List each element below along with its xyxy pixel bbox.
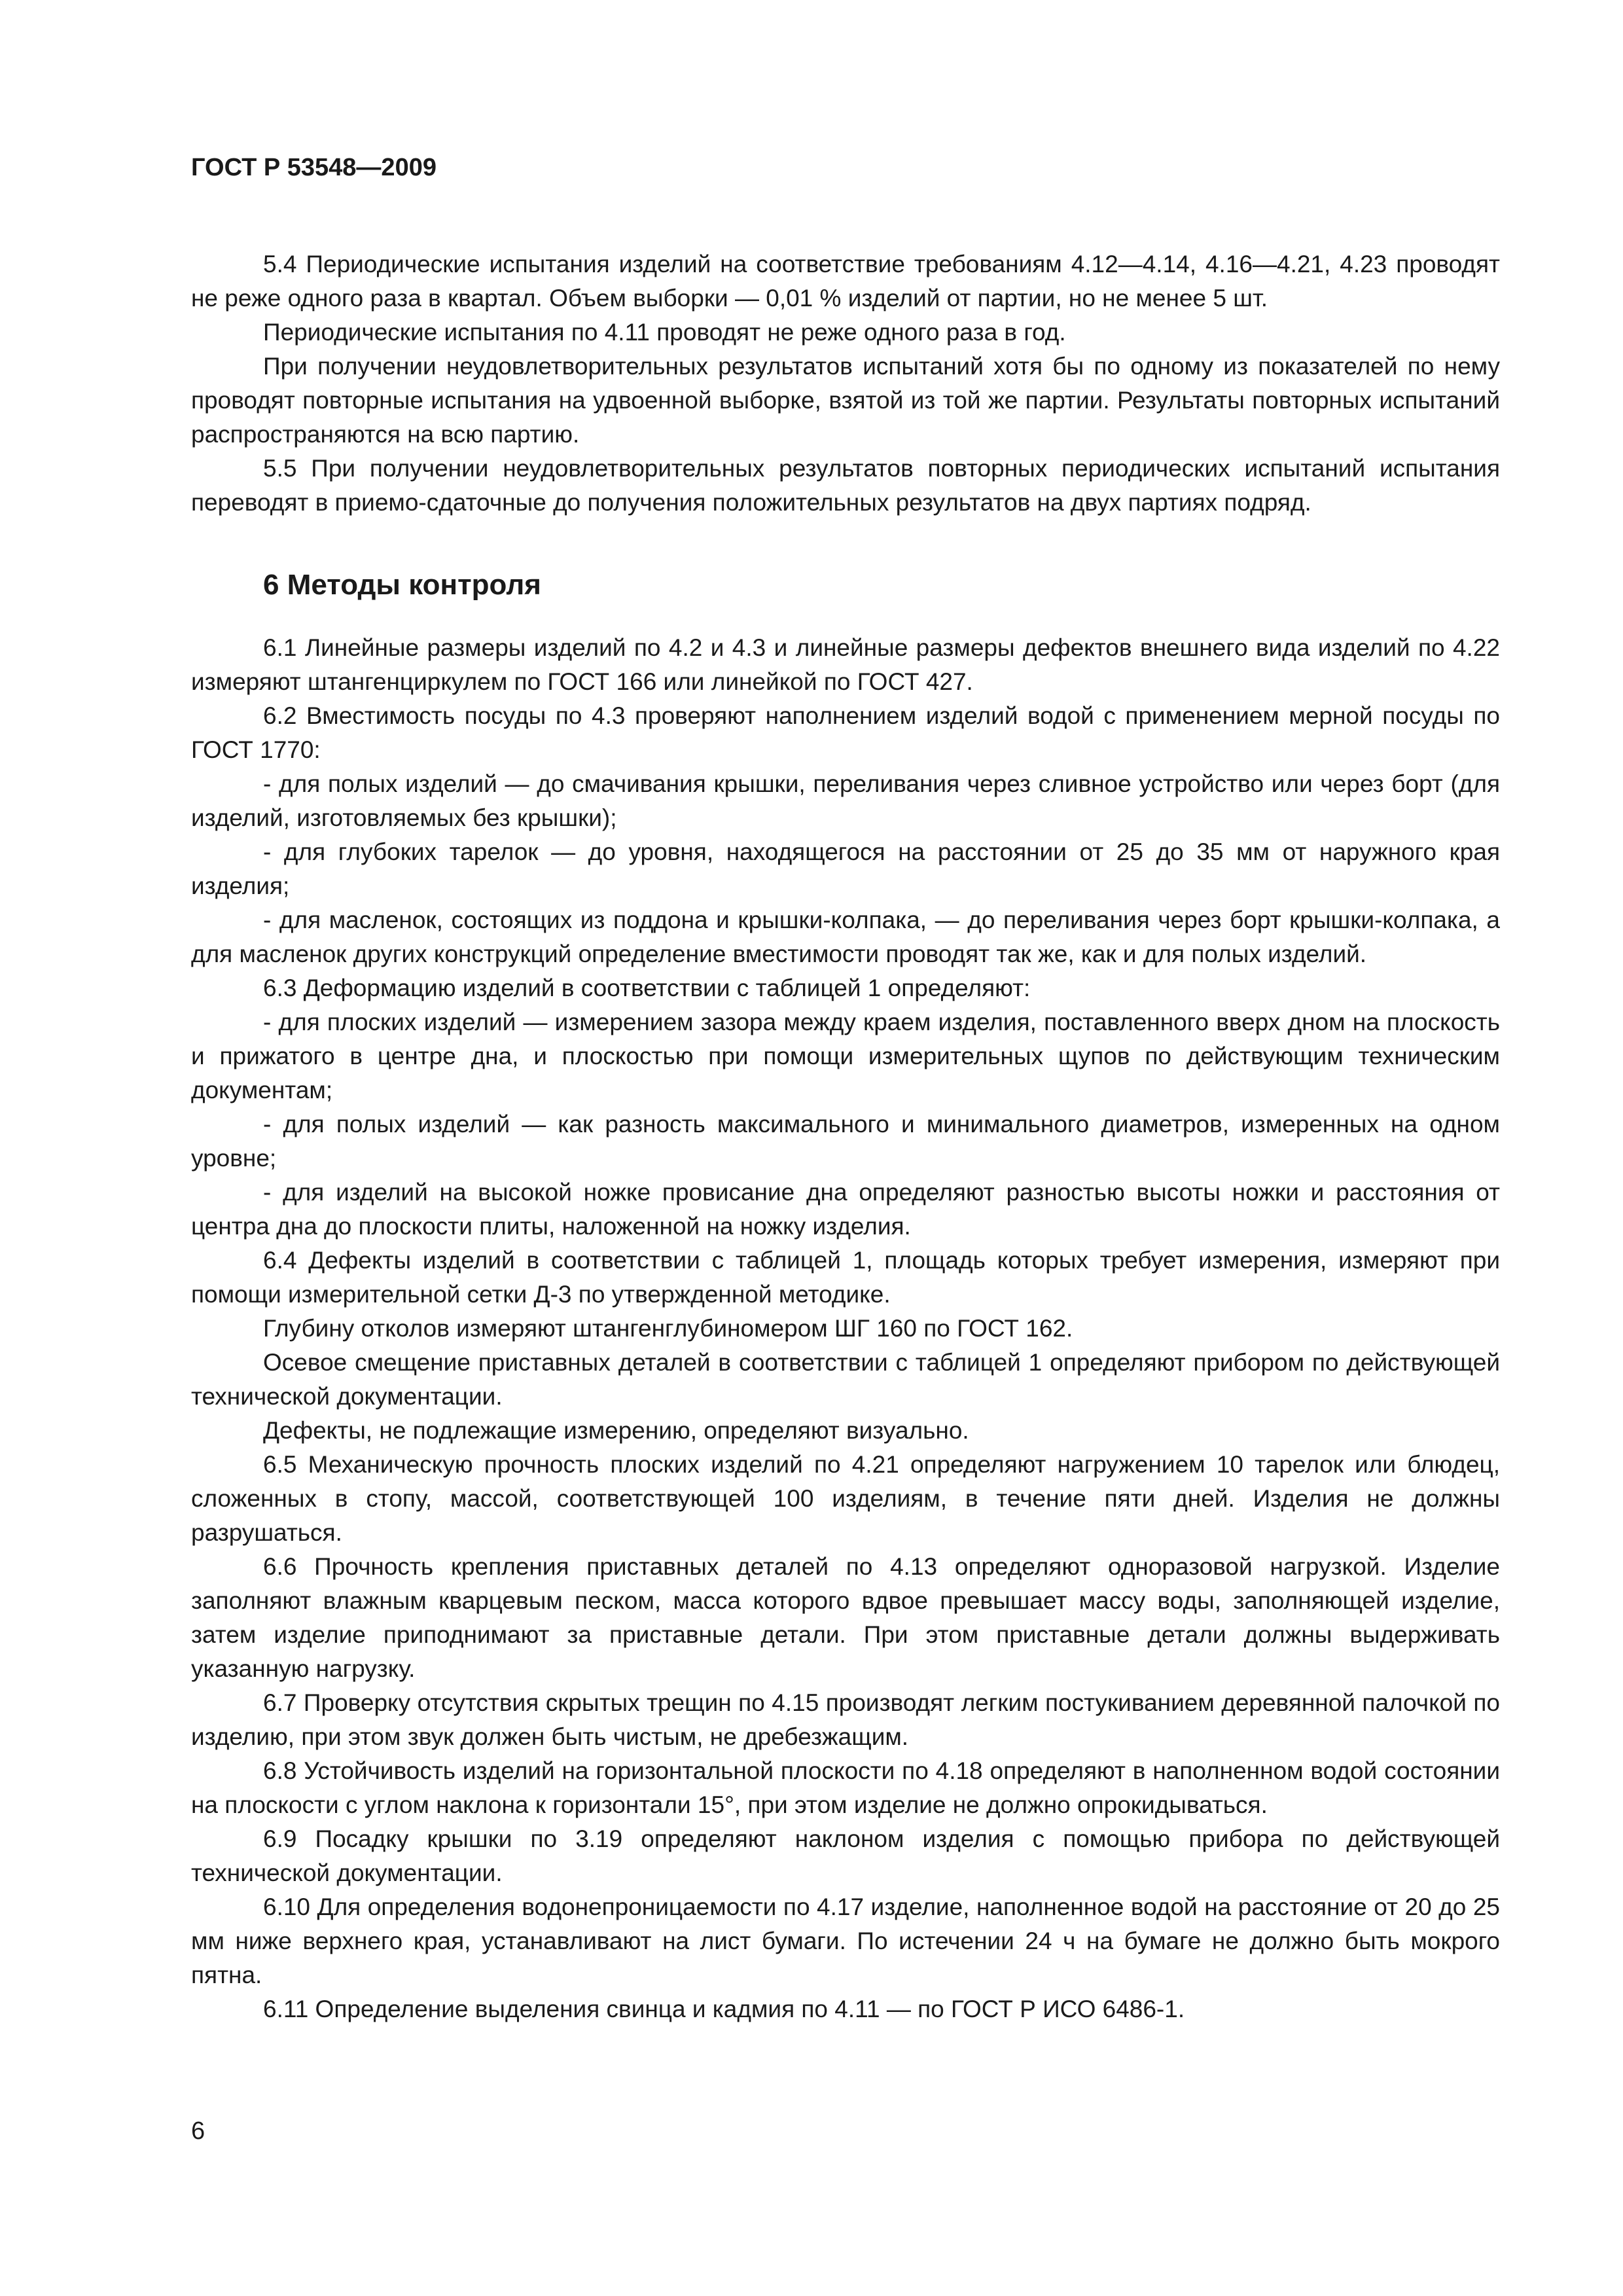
paragraph-6-8: 6.8 Устойчивость изделий на горизонтальной плоскости по 4.18 определяют в наполненном водой состоянии на плоскости с углом наклона к горизонтали 15°, при этом изделие не должно опрокидываться. [191,1757,1500,1818]
paragraph-6-11: 6.11 Определение выделения свинца и кадмия по 4.11 — по ГОСТ Р ИСО 6486-1. [263,1996,1185,2022]
paragraph-axial-offset: Осевое смещение приставных деталей в соответствии с таблицей 1 определяют прибором по действующей технической документации. [191,1349,1500,1410]
section-title: 6 Методы контроля [263,569,541,601]
paragraph-6-3: 6.3 Деформацию изделий в соответствии с таблицей 1 определяют: [263,975,1031,1001]
paragraph-5-4-retest: При получении неудовлетворительных результатов испытаний хотя бы по одному из показателей по нему проводят повторные испытания на удвоенной выборке, взятой из той же партии. Результаты повторных испытаний распространяются на всю партию. [191,353,1500,448]
list-item-deep-plates: - для глубоких тарелок — до уровня, находящегося на расстоянии от 25 до 35 мм от наружного края изделия; [191,838,1500,899]
section-6-body [191,631,1500,2026]
page-number: 6 [191,2117,205,2145]
list-item-butter-dishes: - для масленок, состоящих из поддона и крышки-колпака, — до переливания через борт крышки-колпака, а для масленок других конструкций определение вместимости проводят так же, как и для полых изделий. [191,906,1500,967]
paragraph-6-4: 6.4 Дефекты изделий в соответствии с таблицей 1, площадь которых требует измерения, измеряют при помощи измерительной сетки Д-3 по утвержденной методике. [191,1247,1500,1308]
paragraph-chip-depth: Глубину отколов измеряют штангенглубиномером ШГ 160 по ГОСТ 162. [263,1315,1073,1342]
list-item-high-stem: - для изделий на высокой ножке провисание дна определяют разностью высоты ножки и расстояния от центра дна до плоскости плиты, наложенной на ножку изделия. [191,1179,1500,1240]
paragraph-6-7: 6.7 Проверку отсутствия скрытых трещин по 4.15 производят легким постукиванием деревянной палочкой по изделию, при этом звук должен быть чистым, не дребезжащим. [191,1689,1500,1750]
paragraph-6-5: 6.5 Механическую прочность плоских изделий по 4.21 определяют нагружением 10 тарелок или блюдец, сложенных в стопу, массой, соответствующей 100 изделиям, в течение пяти дней. Изделия не должны разрушаться. [191,1451,1500,1546]
list-item-flat: - для плоских изделий — измерением зазора между краем изделия, поставленного вверх дном на плоскость и прижатого в центре дна, и плоскостью при помощи измерительных щупов по действующим техническим документам; [191,1009,1500,1103]
paragraph-6-1: 6.1 Линейные размеры изделий по 4.2 и 4.3 и линейные размеры дефектов внешнего вида изделий по 4.22 измеряют штангенциркулем по ГОСТ 166 или линейкой по ГОСТ 427. [191,634,1500,695]
document-header: ГОСТ Р 53548—2009 [191,154,437,181]
list-item-hollow-diameter: - для полых изделий — как разность максимального и минимального диаметров, измеренных на одном уровне; [191,1111,1500,1172]
paragraph-visual-defects: Дефекты, не подлежащие измерению, определяют визуально. [263,1417,969,1444]
paragraph-6-10: 6.10 Для определения водонепроницаемости по 4.17 изделие, наполненное водой на расстояние от 20 до 25 мм ниже верхнего края, устанавливают на лист бумаги. По истечении 24 ч на бумаге не должно быть мокрого пятна. [191,1893,1500,1988]
paragraph-6-2: 6.2 Вместимость посуды по 4.3 проверяют наполнением изделий водой с применением мерной посуды по ГОСТ 1770: [191,702,1500,763]
paragraph-6-6: 6.6 Прочность крепления приставных деталей по 4.13 определяют одноразовой нагрузкой. Изделие заполняют влажным кварцевым песком, масса которого вдвое превышает массу воды, заполняющей изделие, затем изделие приподнимают за приставные детали. При этом приставные детали должны выдерживать указанную нагрузку. [191,1553,1500,1682]
list-item-hollow: - для полых изделий — до смачивания крышки, переливания через сливное устройство или через борт (для изделий, изготовляемых без крышки); [191,770,1500,831]
paragraph-5-4-periodic: Периодические испытания по 4.11 проводят не реже одного раза в год. [263,319,1066,346]
paragraph-6-9: 6.9 Посадку крышки по 3.19 определяют наклоном изделия с помощью прибора по действующей технической документации. [191,1825,1500,1886]
paragraph-5-4: 5.4 Периодические испытания изделий на соответствие требованиям 4.12—4.14, 4.16—4.21, 4.23 проводят не реже одного раза в квартал. Объем выборки — 0,01 % изделий от партии, но не менее 5 шт. [191,251,1500,312]
section-5-continuation [191,247,1500,520]
document-page [191,151,1500,2026]
paragraph-5-5: 5.5 При получении неудовлетворительных результатов повторных периодических испытаний испытания переводят в приемо-сдаточные до получения положительных результатов на двух партиях подряд. [191,455,1500,516]
